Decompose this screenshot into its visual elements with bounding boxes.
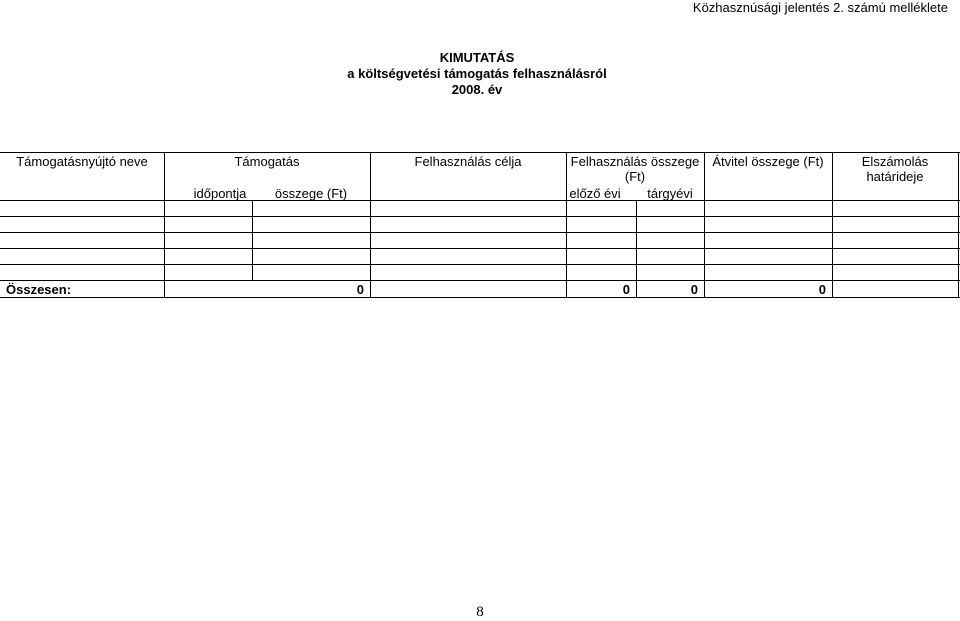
header-support-date: időpontja (193, 186, 247, 201)
header-settlement-line1: Elszámolás (861, 154, 929, 169)
grid-line (0, 216, 960, 217)
header-usage-amount-line1: Felhasználás összege (570, 154, 700, 169)
header-usage-amount-line2: (Ft) (624, 169, 646, 184)
grid-line (704, 152, 705, 297)
grid-line (0, 297, 960, 298)
grid-line (370, 152, 371, 297)
total-usage-prev: 0 (622, 282, 630, 297)
title-line-1: KIMUTATÁS (439, 50, 515, 65)
header-usage-prev: előző évi (569, 186, 621, 201)
total-support-amount: 0 (356, 282, 364, 297)
grid-line (164, 152, 165, 297)
header-support-amount: összege (Ft) (274, 186, 348, 201)
grid-line (0, 152, 960, 153)
grid-line (252, 200, 253, 280)
total-transfer: 0 (818, 282, 826, 297)
grid-line (0, 248, 960, 249)
header-usage-amount (566, 154, 704, 184)
title-line-2: a költségvetési támogatás felhasználásról (347, 66, 607, 81)
annex-label: Közhasznúsági jelentés 2. számú melléklete (692, 0, 948, 15)
title-line-3: 2008. év (451, 82, 503, 97)
grid-line (0, 280, 960, 281)
header-purpose: Felhasználás célja (414, 154, 522, 169)
total-label: Összesen: (6, 282, 72, 297)
total-usage-current: 0 (690, 282, 698, 297)
grid-line (958, 152, 959, 297)
header-transfer: Átvitel összege (Ft) (712, 154, 824, 169)
header-settlement (832, 154, 958, 184)
page-number: 8 (476, 604, 484, 620)
header-settlement-line2: határideje (866, 169, 924, 184)
header-usage-current: tárgyévi (647, 186, 693, 201)
grid-line (0, 264, 960, 265)
grid-line (0, 200, 960, 201)
grid-line (0, 232, 960, 233)
header-donor: Támogatásnyújtó neve (16, 154, 148, 169)
header-support: Támogatás (234, 154, 300, 169)
